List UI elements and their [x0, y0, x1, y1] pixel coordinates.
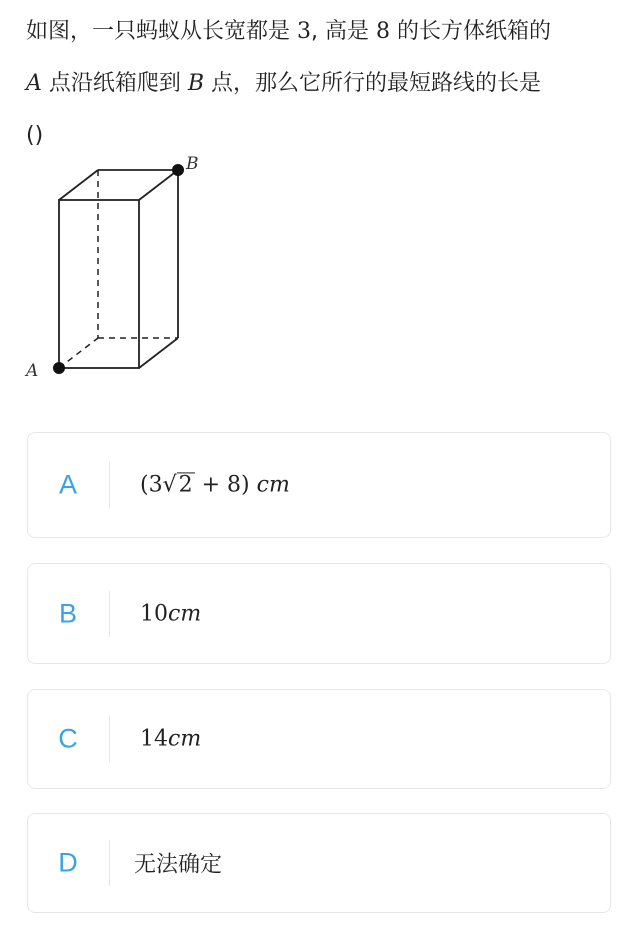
top-left-edge: [59, 170, 98, 200]
answer-blank: (): [26, 123, 44, 148]
point-b-label: B: [186, 154, 199, 174]
end-point-label: B: [187, 71, 205, 96]
sqrt-symbol: √2: [162, 472, 193, 498]
hidden-bottom-left-edge: [59, 338, 98, 368]
question-line-2-middle: 点沿纸箱爬到: [41, 71, 188, 96]
option-d[interactable]: [27, 813, 611, 913]
option-b-unit: cm: [168, 601, 202, 626]
option-c-letter: C: [58, 723, 78, 754]
option-b-letter: B: [58, 598, 77, 628]
option-b-number: 10: [140, 601, 168, 626]
option-a-open: (3: [140, 472, 163, 498]
start-point-label: A: [26, 71, 42, 96]
question-line-1: [26, 6, 618, 58]
option-c-divider: [109, 716, 110, 762]
option-c[interactable]: [27, 689, 611, 789]
bottom-right-edge: [139, 338, 178, 368]
option-a[interactable]: [27, 432, 611, 538]
option-d-text: 无法确定: [134, 852, 223, 878]
box-width-value: 3: [297, 19, 311, 44]
sqrt-radicand: 2: [178, 472, 193, 498]
option-d-divider: [109, 840, 110, 886]
option-c-number: 14: [140, 726, 168, 752]
option-a-divider: [109, 462, 110, 508]
cuboid-diagram: [20, 150, 210, 382]
option-b-divider: [109, 591, 110, 637]
question-line-2: [26, 58, 618, 110]
top-right-edge: [139, 170, 178, 200]
cuboid-figure: [20, 150, 210, 382]
point-b-dot: [172, 164, 184, 176]
question-line-1-prefix: 如图，一只蚂蚁从长宽都是: [26, 19, 297, 44]
option-c-content: [140, 727, 201, 752]
question-line-1-suffix: 的长方体纸箱的: [389, 19, 551, 44]
question-line-2-suffix: 点，那么它所行的最短路线的长是: [204, 71, 542, 96]
option-b-content: [140, 601, 201, 626]
question-text: [26, 6, 618, 162]
box-height-value: 8: [375, 19, 390, 44]
front-face: [59, 200, 139, 368]
option-d-letter: D: [58, 847, 78, 878]
option-a-rest: + 8): [194, 472, 250, 498]
option-a-content: [140, 472, 290, 497]
option-b[interactable]: [27, 563, 611, 664]
point-a-dot: [53, 362, 65, 374]
question-line-1-middle: , 高是: [311, 19, 376, 44]
option-a-unit: cm: [249, 472, 290, 498]
option-c-unit: cm: [168, 726, 202, 752]
option-a-letter: A: [58, 469, 77, 500]
point-a-label: A: [26, 361, 39, 381]
